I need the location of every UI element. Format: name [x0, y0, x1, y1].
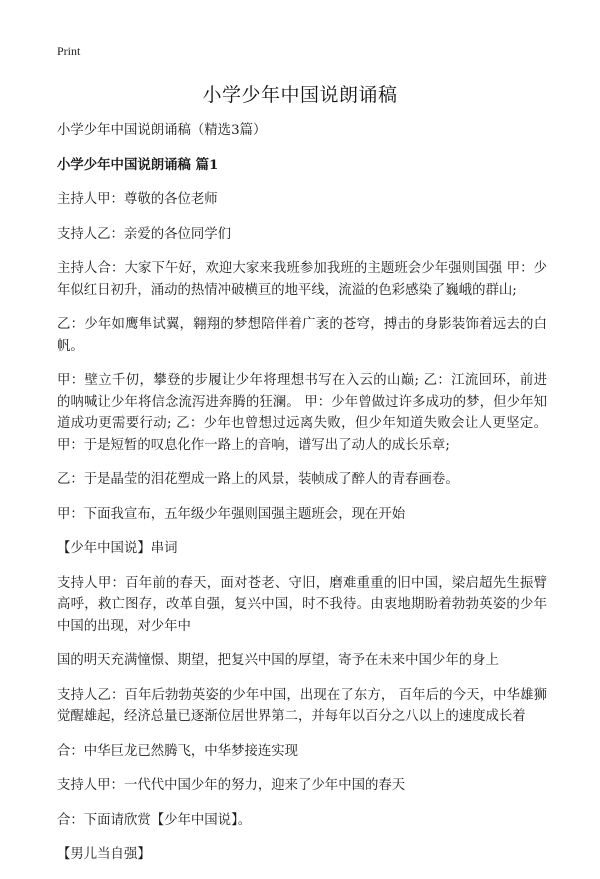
paragraph: 【少年中国说】串词: [57, 541, 178, 556]
paragraph: 主持人合：大家下午好，欢迎大家来我班参加我班的主题班会少年强则国强 甲：少年似红日初升，涌动的热情冲破横亘的地平线，流溢的色彩感染了巍峨的群山;: [57, 261, 547, 298]
paragraph: 支持人甲：百年前的春天，面对苍老、守旧，磨难重重的旧中国，梁启超先生振臂高呼，救亡图存，改革自强，复兴中国，时不我待。由衷地期盼着勃勃英姿的少年中国的出现，对少年中: [57, 575, 547, 634]
paragraph: 【男儿当自强】: [57, 847, 151, 862]
page-title: 小学少年中国说朗诵稿: [202, 84, 398, 106]
paragraph: 国的明天充满憧憬、期望，把复兴中国的厚望，寄予在未来中国少年的身上: [57, 653, 499, 668]
section-heading: 小学少年中国说朗诵稿 篇1: [57, 156, 219, 173]
paragraph: 甲：壁立千仞，攀登的步履让少年将理想书写在入云的山巅; 乙：江流回环，前进的呐喊让少年将信念流泻进奔腾的狂澜。 甲：少年曾做过许多成功的梦，但少年知道成功更需要行动; 乙：少年也曾想过远离失败，但少年知道失败会让人更坚定。 甲：于是短暂的叹息化作一路上的音响，谱写出了动人的成长乐章;: [57, 373, 547, 453]
paragraph: 乙：少年如鹰隼试翼，翱翔的梦想陪伴着广袤的苍穹，搏击的身影装饰着远去的白帆。: [57, 317, 547, 354]
paragraph: 支持人乙：百年后勃勃英姿的少年中国，出现在了东方， 百年后的今天，中华雄狮觉醒雄起，经济总量已逐渐位居世界第二，并每年以百分之八以上的速度成长着: [57, 687, 547, 724]
paragraph: 支持人甲：一代代中国少年的努力，迎来了少年中国的春天: [57, 778, 406, 793]
paragraph-intro: 小学少年中国说朗诵稿（精选3篇）: [57, 123, 267, 138]
document-body: [57, 120, 547, 879]
paragraph: 合：中华巨龙已然腾飞，中华梦接连实现: [57, 743, 299, 759]
paragraph: 主持人甲：尊敬的各位老师: [57, 192, 218, 207]
paragraph: 乙：于是晶莹的泪花塑成一路上的风景，装帧成了醉人的青春画卷。: [57, 472, 459, 487]
paragraph: 支持人乙：亲爱的各位同学们: [57, 226, 232, 242]
paragraph: 合：下面请欣赏【少年中国说】。: [57, 812, 252, 828]
print-label: Print: [57, 44, 81, 58]
paragraph: 甲：下面我宣布，五年级少年强则国强主题班会，现在开始: [57, 506, 406, 522]
